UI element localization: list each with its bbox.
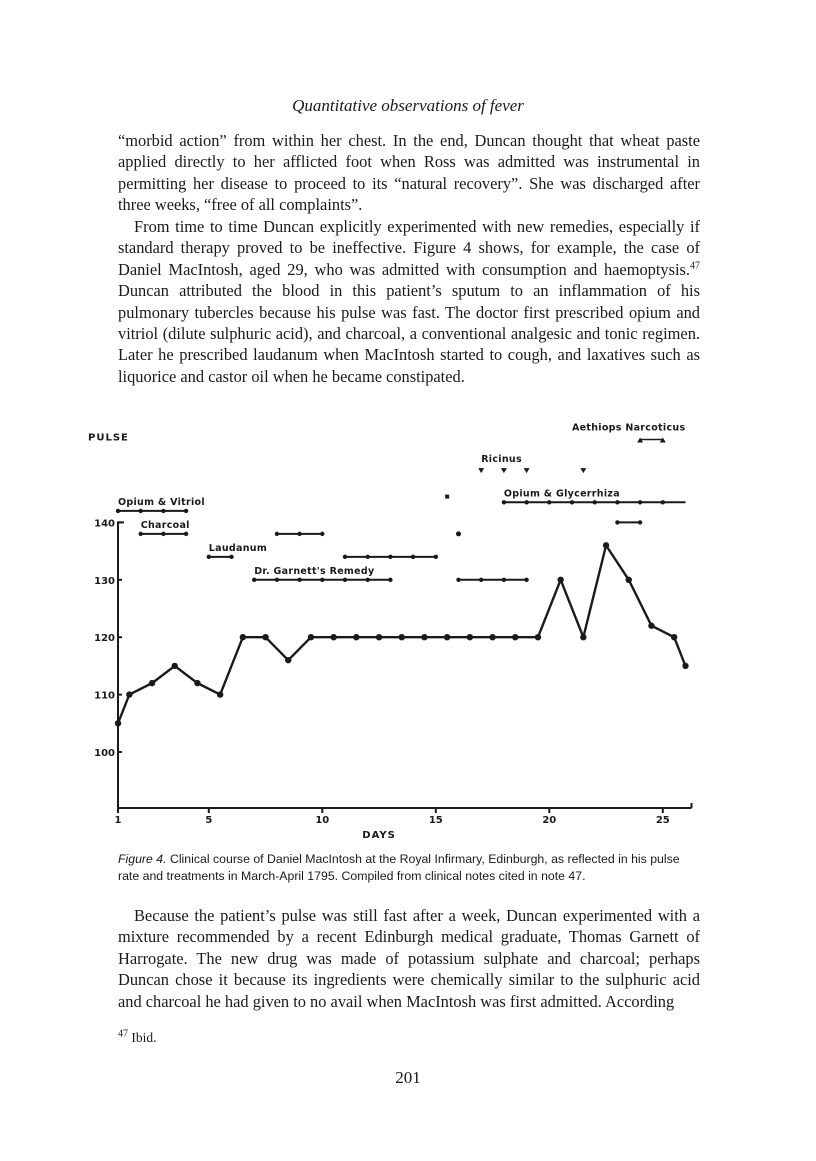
treatment-label-7: Opium & Glycerrhiza [503, 488, 620, 500]
x-tick-label-1: 1 [114, 815, 122, 826]
footnote [118, 1030, 157, 1046]
y-tick-label-130: 130 [94, 575, 115, 587]
pulse-point [444, 634, 450, 640]
pulse-point [467, 634, 473, 640]
footnote-number: 47 [118, 1028, 128, 1040]
treatment-label-1: Charcoal [140, 519, 190, 531]
pulse-point [194, 680, 200, 686]
treatment-dot [615, 520, 619, 524]
pulse-series [115, 542, 689, 726]
treatment-dot [434, 555, 438, 559]
chart-labels [88, 423, 685, 841]
treatment-dot [207, 555, 211, 559]
paragraph-1: “morbid action” from within her chest. In the end, Duncan thought that wheat paste applied directly to her afflicted foot when Ross was admitted was instrumental in permitting her disease to proceed to its “natural recovery”. She was discharged after three weeks, “free of all complaints”. [118, 131, 700, 215]
pulse-point [240, 634, 246, 640]
pulse-point [353, 634, 359, 640]
treatment-dot [320, 532, 324, 536]
pulse-point [399, 634, 405, 640]
treatment-dot [297, 578, 301, 582]
treatment-dot [479, 578, 483, 582]
pulse-point [535, 634, 541, 640]
treatment-dot [456, 578, 460, 582]
treatment-dot [343, 555, 347, 559]
pulse-point [626, 577, 632, 583]
single-dot-0 [456, 531, 461, 536]
treatment-label-2: Laudanum [208, 542, 268, 554]
treatment-dot [139, 532, 143, 536]
figure-caption [118, 851, 700, 885]
treatment-dot [388, 578, 392, 582]
treatment-dot [547, 500, 551, 504]
treatment-dot [524, 578, 528, 582]
treatment-dot [161, 532, 165, 536]
pulse-point [115, 720, 121, 726]
pulse-point [603, 542, 609, 548]
page-number: 201 [395, 1068, 421, 1087]
pulse-point [376, 634, 382, 640]
treatment-dot [139, 509, 143, 513]
treatment-dot [275, 532, 279, 536]
x-tick-label-25: 25 [655, 815, 670, 826]
footnote-ref: 47 [690, 260, 700, 272]
treatment-dot [593, 500, 597, 504]
pulse-point [262, 634, 268, 640]
treatment-dot [116, 509, 120, 513]
ricinus-marker [524, 468, 530, 473]
pulse-point [489, 634, 495, 640]
treatment-bars [116, 438, 686, 582]
treatment-dot [320, 578, 324, 582]
treatment-dot [252, 578, 256, 582]
x-tick-label-20: 20 [542, 815, 557, 826]
treatment-dot [570, 500, 574, 504]
ricinus-marker [501, 468, 507, 473]
ricinus-marker [478, 468, 484, 473]
ricinus-marker [580, 468, 586, 473]
pulse-point [308, 634, 314, 640]
x-axis-title: DAYS [362, 830, 396, 841]
treatment-label-ricinus: Ricinus [481, 454, 522, 466]
treatment-dot [297, 532, 301, 536]
treatment-dot [638, 520, 642, 524]
pulse-point [172, 663, 178, 669]
treatment-dot [615, 500, 619, 504]
pulse-point [217, 691, 223, 697]
treatment-label-aethiops: Aethiops Narcoticus [572, 422, 686, 434]
treatment-dot [502, 500, 506, 504]
figure-label: Figure 4. [118, 852, 167, 866]
x-tick-label-5: 5 [205, 815, 213, 826]
treatment-dot [184, 509, 188, 513]
y-tick-label-100: 100 [94, 748, 115, 759]
running-title: Quantitative observations of fever [292, 96, 524, 115]
footnote-text: Ibid. [131, 1030, 157, 1045]
pulse-point [285, 657, 291, 663]
y-tick-label-110: 110 [94, 690, 115, 702]
y-tick-label-120: 120 [94, 633, 115, 645]
paragraph-2-text: From time to time Duncan explicitly experimented with new remedies, especially if standard therapy proved to be ineffective. Figure 4 shows, for example, the case of Daniel MacIntosh, aged 29, who was admitted with consumption and haemoptysis. [118, 217, 700, 279]
treatment-dot [229, 555, 233, 559]
figure-caption-text: Clinical course of Daniel MacIntosh at the Royal Infirmary, Edinburgh, as reflected in his pulse rate and treatments in March-April 1795. Compiled from clinical notes cited in note 47. [118, 852, 680, 883]
pulse-point [557, 577, 563, 583]
treatment-dot [502, 578, 506, 582]
treatment-dot [661, 500, 665, 504]
chart-axes [117, 519, 692, 813]
treatment-dot [275, 578, 279, 582]
pulse-point [330, 634, 336, 640]
treatment-dot [638, 500, 642, 504]
y-axis-title: PULSE [88, 432, 129, 444]
treatment-label-3: Dr. Garnett's Remedy [254, 565, 375, 577]
pulse-point [580, 634, 586, 640]
treatment-dot [388, 555, 392, 559]
paragraph-2-tail: Duncan attributed the blood in this patient’s sputum to an inflammation of his pulmonary tubercles because his pulse was fast. The doctor first prescribed opium and vitriol (dilute sulphuric acid), and charcoal, a conventional analgesic and tonic regimen. Later he prescribed laudanum when MacIntosh started to cough, and laxatives such as liquorice and castor oil when he became constipated. [118, 281, 700, 386]
pulse-point [682, 663, 688, 669]
pulse-point [512, 634, 518, 640]
treatment-dot [343, 578, 347, 582]
treatment-dot [161, 509, 165, 513]
pulse-point [126, 691, 132, 697]
treatment-dot [411, 555, 415, 559]
pulse-point [671, 634, 677, 640]
x-tick-label-15: 15 [428, 815, 443, 826]
paragraph-3: Because the patient’s pulse was still fast after a week, Duncan experimented with a mixture recommended by a recent Edinburgh medical graduate, Thomas Garnett of Harrogate. The new drug was made of potassium sulphate and charcoal; perhaps Duncan chose it because its ingredients were chemically similar to the sulphuric acid and charcoal he had given to no avail when MacIntosh was first admitted. According [118, 906, 700, 1011]
treatment-dot [366, 578, 370, 582]
treatment-label-0: Opium & Vitriol [118, 496, 205, 508]
treatment-dot [366, 555, 370, 559]
single-square-1 [445, 495, 449, 499]
pulse-point [421, 634, 427, 640]
treatment-dot [184, 532, 188, 536]
treatment-dot [524, 500, 528, 504]
pulse-point [648, 623, 654, 629]
x-tick-label-10: 10 [315, 815, 330, 826]
y-tick-label-140: 140 [94, 518, 115, 530]
pulse-point [149, 680, 155, 686]
